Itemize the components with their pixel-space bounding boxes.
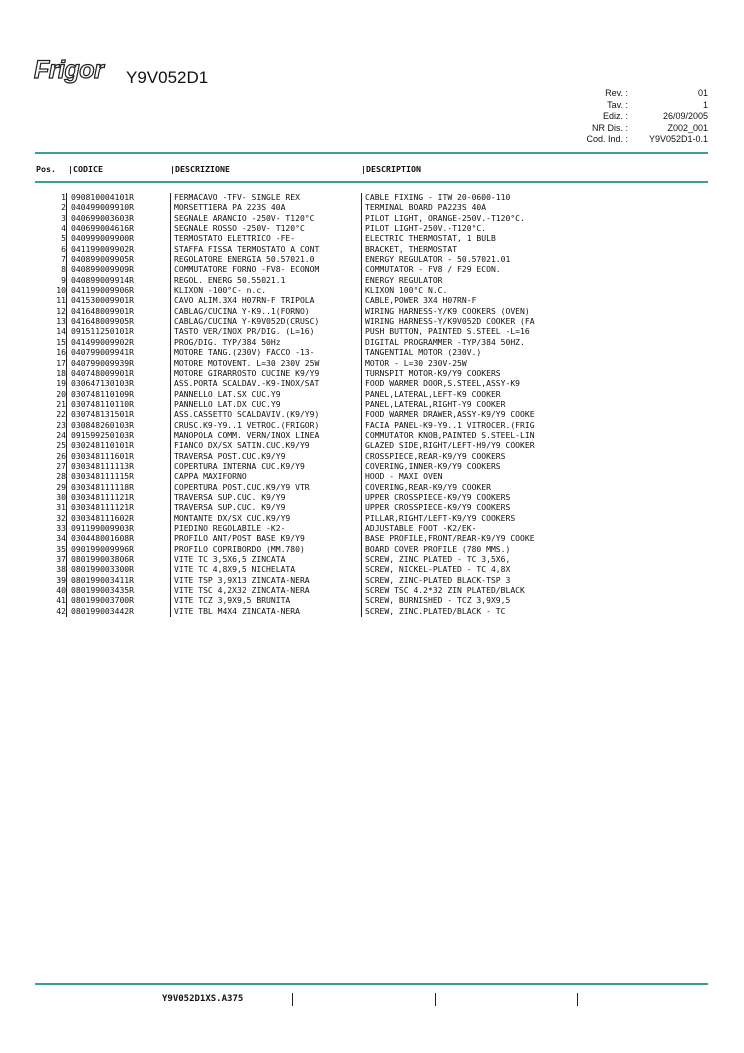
row-pos: 16: [56, 348, 66, 358]
row-descrizione: CAVO ALIM.3X4 H07RN-F TRIPOLA: [170, 296, 364, 306]
row-descrizione: TRAVERSA SUP.CUC. K9/Y9: [170, 493, 364, 503]
row-pos: 30: [56, 492, 66, 502]
row-code: 030348111121R: [66, 503, 175, 513]
row-pos: 35: [56, 544, 66, 554]
row-descrizione: PIEDINO REGOLABILE -K2-: [170, 524, 364, 534]
row-descrizione: PROFILO ANT/POST BASE K9/Y9: [170, 534, 364, 544]
table-row: [36, 379, 708, 389]
table-row: [36, 576, 708, 586]
row-pos: 26: [56, 451, 66, 461]
row-pos: 37: [56, 555, 66, 565]
row-pos: 39: [56, 575, 66, 585]
table-row: [36, 431, 708, 441]
row-description: WIRING HARNESS-Y/K9V052D COOKER (FA: [361, 317, 712, 327]
row-code: 030348111121R: [66, 493, 175, 503]
row-code: 030848260103R: [66, 421, 175, 431]
row-code: 030448001608R: [66, 534, 175, 544]
row-description: HOOD - MAXI OVEN: [361, 472, 712, 482]
header-description: |DESCRIPTION: [361, 164, 421, 174]
row-code: 030647130103R: [66, 379, 175, 389]
row-code: 040699004616R: [66, 224, 175, 234]
table-header: [36, 164, 708, 175]
row-descrizione: VITE TBL M4X4 ZINCATA-NERA: [170, 607, 364, 617]
table-row: [36, 327, 708, 337]
table-row: [36, 452, 708, 462]
document-meta: [560, 88, 708, 146]
row-code: 041648009905R: [66, 317, 175, 327]
footer-rule: [35, 983, 708, 985]
row-descrizione: VITE TC 4,8X9,5 NICHELATA: [170, 565, 364, 575]
row-code: 040499009910R: [66, 203, 175, 213]
meta-value: Z002_001: [667, 122, 708, 133]
row-description: GLAZED SIDE,RIGHT/LEFT-H9/Y9 COOKER: [361, 441, 712, 451]
footer-divider: [435, 993, 436, 1006]
row-pos: 32: [56, 513, 66, 523]
row-pos: 6: [61, 244, 66, 254]
row-code: 090810004101R: [66, 193, 175, 203]
row-pos: 22: [56, 410, 66, 420]
table-row: [36, 255, 708, 265]
meta-value: 1: [702, 99, 708, 110]
row-descrizione: MANOPOLA COMM. VERN/INOX LINEA: [170, 431, 364, 441]
row-code: 030748110110R: [66, 400, 175, 410]
row-pos: 12: [56, 306, 66, 316]
row-description: UPPER CROSSPIECE-K9/Y9 COOKERS: [361, 503, 712, 513]
row-description: COVERING,INNER-K9/Y9 COOKERS: [361, 462, 712, 472]
table-row: [36, 472, 708, 482]
row-description: ADJUSTABLE FOOT -K2/EK-: [361, 524, 712, 534]
row-description: WIRING HARNESS-Y/K9 COOKERS (OVEN): [361, 307, 712, 317]
row-pos: 5: [61, 234, 66, 244]
table-row: [36, 317, 708, 327]
meta-row: [560, 111, 708, 123]
table-row: [36, 307, 708, 317]
row-pos: 40: [56, 586, 66, 596]
row-pos: 24: [56, 430, 66, 440]
row-descrizione: COMMUTATORE FORNO -FV8- ECONOM: [170, 265, 364, 275]
table-row: [36, 483, 708, 493]
row-descrizione: COPERTURA INTERNA CUC.K9/Y9: [170, 462, 364, 472]
row-description: SCREW, BURNISHED - TCZ 3,9X9,5: [361, 596, 712, 606]
footer: [36, 993, 708, 1007]
table-row: [36, 596, 708, 606]
row-code: 040699003603R: [66, 214, 175, 224]
row-code: 080199003442R: [66, 607, 175, 617]
row-description: BOARD COVER PROFILE (780 MMS.): [361, 545, 712, 555]
meta-value: Y9V052D1-0.1: [648, 134, 708, 145]
row-description: SCREW, ZINC.PLATED/BLACK - TC: [361, 607, 712, 617]
row-code: 041199009906R: [66, 286, 175, 296]
brand-logo: Frigor: [34, 56, 104, 84]
row-code: 030748131501R: [66, 410, 175, 420]
parts-table: [36, 193, 708, 617]
row-code: 041199009902R: [66, 245, 175, 255]
row-descrizione: TERMOSTATO ELETTRICO -FE-: [170, 234, 364, 244]
row-pos: 14: [56, 327, 66, 337]
row-pos: 42: [56, 606, 66, 616]
row-pos: 17: [56, 358, 66, 368]
row-description: TURNSPIT MOTOR-K9/Y9 COOKERS: [361, 369, 712, 379]
table-row: [36, 286, 708, 296]
table-row: [36, 400, 708, 410]
row-description: SCREW, ZINC-PLATED BLACK-TSP 3: [361, 576, 712, 586]
row-code: 030348111115R: [66, 472, 175, 482]
table-row: [36, 338, 708, 348]
row-pos: 8: [61, 265, 66, 275]
row-code: 040748009901R: [66, 369, 175, 379]
header-bottom-rule: [35, 181, 708, 183]
table-row: [36, 534, 708, 544]
row-code: 091599250103R: [66, 431, 175, 441]
row-code: 091199009903R: [66, 524, 175, 534]
table-row: [36, 193, 708, 203]
header-pos: Pos.: [36, 164, 56, 174]
row-descrizione: VITE TC 3,5X6,5 ZINCATA: [170, 555, 364, 565]
row-description: SCREW, ZINC PLATED - TC 3,5X6,: [361, 555, 712, 565]
meta-label: Ediz. :: [602, 111, 628, 122]
row-pos: 23: [56, 420, 66, 430]
row-descrizione: MOTORE TANG.(230V) FACCO -13-: [170, 348, 364, 358]
row-pos: 15: [56, 337, 66, 347]
meta-row: [560, 123, 708, 135]
row-description: SCREW, NICKEL-PLATED - TC 4,8X: [361, 565, 712, 575]
table-row: [36, 565, 708, 575]
row-description: FOOD WARMER DRAWER,ASSY-K9/Y9 COOKE: [361, 410, 712, 420]
table-row: [36, 245, 708, 255]
table-row: [36, 545, 708, 555]
row-description: ELECTRIC THERMOSTAT, 1 BULB: [361, 234, 712, 244]
row-description: TERMINAL BOARD PA223S 40A: [361, 203, 712, 213]
header-descrizione: |DESCRIZIONE: [170, 164, 230, 174]
row-pos: 4: [61, 224, 66, 234]
row-code: 040899009914R: [66, 276, 175, 286]
row-descrizione: MOTORE GIRARROSTO CUCINE K9/Y9: [170, 369, 364, 379]
row-pos: 28: [56, 472, 66, 482]
row-description: FOOD WARMER DOOR,S.STEEL,ASSY-K9: [361, 379, 712, 389]
row-description: FACIA PANEL-K9-Y9..1 VITROCER.(FRIG: [361, 421, 712, 431]
meta-row: [560, 134, 708, 146]
table-row: [36, 348, 708, 358]
row-code: 030248110101R: [66, 441, 175, 451]
table-row: [36, 234, 708, 244]
footer-divider: [577, 993, 578, 1006]
table-row: [36, 514, 708, 524]
row-code: 040899009909R: [66, 265, 175, 275]
footer-code: Y9V052D1XS.A375: [162, 994, 244, 1004]
row-descrizione: PANNELLO LAT.DX CUC.Y9: [170, 400, 364, 410]
row-description: DIGITAL PROGRAMMER -TYP/384 50HZ.: [361, 338, 712, 348]
row-description: BASE PROFILE,FRONT/REAR-K9/Y9 COOKE: [361, 534, 712, 544]
row-description: PILOT LIGHT, ORANGE-250V.-T120°C.: [361, 214, 712, 224]
row-pos: 1: [61, 193, 66, 202]
row-description: CROSSPIECE,REAR-K9/Y9 COOKERS: [361, 452, 712, 462]
row-pos: 3: [61, 213, 66, 223]
row-descrizione: ASS.CASSETTO SCALDAVIV.(K9/Y9): [170, 410, 364, 420]
row-code: 030748110109R: [66, 390, 175, 400]
row-pos: 2: [61, 203, 66, 213]
row-pos: 41: [56, 596, 66, 606]
row-pos: 7: [61, 255, 66, 265]
table-row: [36, 503, 708, 513]
row-descrizione: FIANCO DX/SX SATIN.CUC.K9/Y9: [170, 441, 364, 451]
row-description: MOTOR - L=30 230V-25W: [361, 359, 712, 369]
table-row: [36, 555, 708, 565]
row-description: CABLE FIXING - ITW 20-0600-110: [361, 193, 712, 203]
row-descrizione: SEGNALE ROSSO -250V- T120°C: [170, 224, 364, 234]
row-descrizione: PROFILO COPRIBORDO (MM.780): [170, 545, 364, 555]
table-row: [36, 493, 708, 503]
row-code: 041648009901R: [66, 307, 175, 317]
table-row: [36, 359, 708, 369]
row-descrizione: VITE TSP 3,9X13 ZINCATA-NERA: [170, 576, 364, 586]
table-row: [36, 410, 708, 420]
row-description: BRACKET, THERMOSTAT: [361, 245, 712, 255]
row-code: 030348111118R: [66, 483, 175, 493]
header-top-rule: [35, 152, 708, 154]
model-title: Y9V052D1: [126, 68, 209, 87]
row-code: 080199003435R: [66, 586, 175, 596]
meta-label: Rev. :: [605, 88, 628, 98]
table-row: [36, 586, 708, 596]
meta-value: 26/09/2005: [662, 111, 708, 122]
row-code: 040899009905R: [66, 255, 175, 265]
row-code: 041530009901R: [66, 296, 175, 306]
table-row: [36, 607, 708, 617]
meta-row: [560, 100, 708, 112]
table-row: [36, 524, 708, 534]
row-description: COMMUTATOR - FV8 / F29 ECON.: [361, 265, 712, 275]
row-descrizione: MORSETTIERA PA 223S 40A: [170, 203, 364, 213]
row-description: PILLAR,RIGHT/LEFT-K9/Y9 COOKERS: [361, 514, 712, 524]
row-descrizione: CRUSC.K9-Y9..1 VETROC.(FRIGOR): [170, 421, 364, 431]
row-description: SCREW TSC 4.2*32 ZIN PLATED/BLACK: [361, 586, 712, 596]
row-pos: 19: [56, 379, 66, 389]
meta-value: 01: [697, 88, 708, 98]
table-row: [36, 214, 708, 224]
row-pos: 9: [61, 275, 66, 285]
row-descrizione: PANNELLO LAT.SX CUC.Y9: [170, 390, 364, 400]
table-row: [36, 369, 708, 379]
table-row: [36, 276, 708, 286]
row-description: KLIXON 100°C N.C.: [361, 286, 712, 296]
meta-label: Tav. :: [607, 99, 628, 110]
row-pos: 31: [56, 503, 66, 513]
footer-divider: [292, 993, 293, 1006]
row-pos: 27: [56, 461, 66, 471]
row-descrizione: MONTANTE DX/SX CUC.K9/Y9: [170, 514, 364, 524]
row-code: 030348111601R: [66, 452, 175, 462]
meta-label: NR Dis. :: [592, 122, 628, 133]
table-row: [36, 203, 708, 213]
row-code: 080199003806R: [66, 555, 175, 565]
row-description: PILOT LIGHT-250V.-T120°C.: [361, 224, 712, 234]
row-descrizione: VITE TSC 4,2X32 ZINCATA-NERA: [170, 586, 364, 596]
row-descrizione: TASTO VER/INOX PR/DIG. (L=16): [170, 327, 364, 337]
row-descrizione: CABLAG/CUCINA Y-K9V052D(CRUSC): [170, 317, 364, 327]
table-row: [36, 421, 708, 431]
row-description: CABLE,POWER 3X4 H07RN-F: [361, 296, 712, 306]
table-row: [36, 265, 708, 275]
row-code: 091511250101R: [66, 327, 175, 337]
row-description: PANEL,LATERAL,RIGHT-Y9 COOKER: [361, 400, 712, 410]
row-descrizione: TRAVERSA SUP.CUC. K9/Y9: [170, 503, 364, 513]
row-descrizione: ASS.PORTA SCALDAV.-K9-INOX/SAT: [170, 379, 364, 389]
row-descrizione: KLIXON -100°C- n.c.: [170, 286, 364, 296]
row-pos: 34: [56, 534, 66, 544]
row-code: 080199003700R: [66, 596, 175, 606]
row-descrizione: REGOL. ENERG 50.55021.1: [170, 276, 364, 286]
row-pos: 33: [56, 524, 66, 533]
row-descrizione: VITE TCZ 3,9X9,5 BRUNITA: [170, 596, 364, 606]
row-code: 040799009939R: [66, 359, 175, 369]
row-descrizione: MOTORE MOTOVENT. L=30 230V 25W: [170, 359, 364, 369]
row-code: 080199003300R: [66, 565, 175, 575]
table-row: [36, 390, 708, 400]
row-pos: 38: [56, 565, 66, 575]
row-pos: 25: [56, 441, 66, 451]
row-description: COVERING,REAR-K9/Y9 COOKER: [361, 483, 712, 493]
row-code: 080199003411R: [66, 576, 175, 586]
meta-row: [560, 88, 708, 100]
row-code: 040799009941R: [66, 348, 175, 358]
row-pos: 13: [56, 317, 66, 327]
row-pos: 18: [56, 368, 66, 378]
table-row: [36, 224, 708, 234]
row-pos: 29: [56, 482, 66, 492]
header-codice: |CODICE: [68, 164, 103, 174]
row-pos: 10: [56, 286, 66, 296]
row-descrizione: PROG/DIG. TYP/384 50Hz: [170, 338, 364, 348]
row-description: ENERGY REGULATOR: [361, 276, 712, 286]
row-descrizione: CAPPA MAXIFORNO: [170, 472, 364, 482]
row-code: 040999009900R: [66, 234, 175, 244]
table-row: [36, 441, 708, 451]
row-code: 041499009902R: [66, 338, 175, 348]
row-descrizione: STAFFA FISSA TERMOSTATO A CONT: [170, 245, 364, 255]
row-descrizione: SEGNALE ARANCIO -250V- T120°C: [170, 214, 364, 224]
table-row: [36, 296, 708, 306]
meta-label: Cod. Ind. :: [586, 134, 628, 145]
row-code: 030348111113R: [66, 462, 175, 472]
row-description: TANGENTIAL MOTOR (230V.): [361, 348, 712, 358]
table-row: [36, 462, 708, 472]
row-descrizione: CABLAG/CUCINA Y-K9..1(FORNO): [170, 307, 364, 317]
row-code: 030348111602R: [66, 514, 175, 524]
row-descrizione: FERMACAVO -TFV- SINGLE REX: [170, 193, 364, 203]
row-pos: 21: [56, 399, 66, 409]
row-description: PUSH BUTTON, PAINTED S.STEEL -L=16: [361, 327, 712, 337]
row-description: COMMUTATOR KNOB,PAINTED S.STEEL-LIN: [361, 431, 712, 441]
row-description: ENERGY REGULATOR - 50.57021.01: [361, 255, 712, 265]
row-descrizione: COPERTURA POST.CUC.K9/Y9 VTR: [170, 483, 364, 493]
row-pos: 11: [56, 296, 66, 306]
row-description: PANEL,LATERAL,LEFT-K9 COOKER: [361, 390, 712, 400]
row-description: UPPER CROSSPIECE-K9/Y9 COOKERS: [361, 493, 712, 503]
row-pos: 20: [56, 389, 66, 399]
row-descrizione: TRAVERSA POST.CUC.K9/Y9: [170, 452, 364, 462]
row-code: 090199009996R: [66, 545, 175, 555]
row-descrizione: REGOLATORE ENERGIA 50.57021.0: [170, 255, 364, 265]
